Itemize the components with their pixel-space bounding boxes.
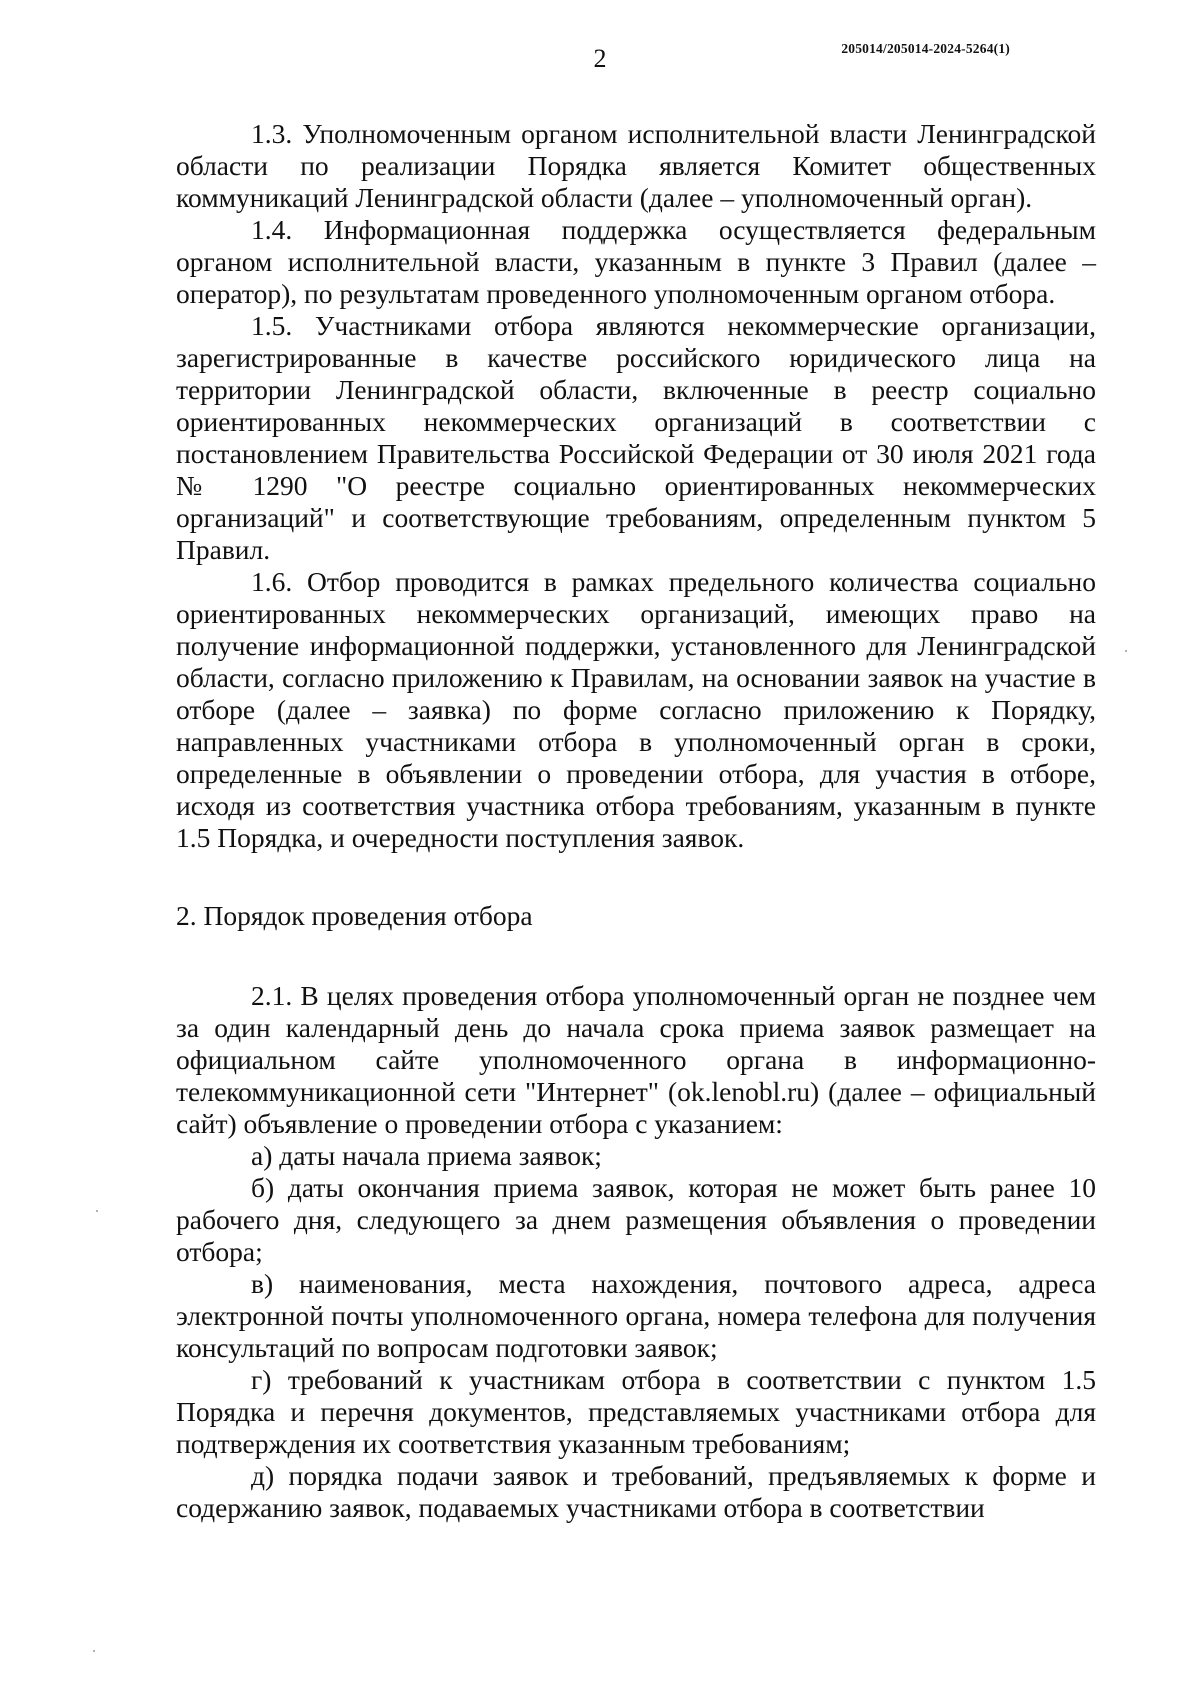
list-item-d: д) порядка подачи заявок и требований, предъявляемых к форме и содержанию заявок, подаваемых участниками отбора в соответствии <box>176 1460 1096 1523</box>
list-item-v: в) наименования, места нахождения, почтового адреса, адреса электронной почты уполномоченного органа, номера телефона для получения консультаций по вопросам подготовки заявок; <box>176 1268 1096 1363</box>
scan-speck <box>96 1210 98 1212</box>
document-id: 205014/205014-2024-5264(1) <box>841 41 1010 56</box>
paragraph-1-3: 1.3. Уполномоченным органом исполнительной власти Ленинградской области по реализации Порядка является Комитет общественных коммуникаций Ленинградской области (далее – уполномоченный орган). <box>176 118 1096 213</box>
scan-speck <box>93 1650 95 1652</box>
list-item-b: б) даты окончания приема заявок, которая не может быть ранее 10 рабочего дня, следующего за днем размещения объявления о проведении отбора; <box>176 1172 1096 1267</box>
scan-speck <box>1125 650 1127 652</box>
paragraph-2-1: 2.1. В целях проведения отбора уполномоченный орган не позднее чем за один календарный день до начала срока приема заявок размещает на официальном сайте уполномоченного органа в информационно-телекоммуникационной сети "Интернет" (ok.lenobl.ru) (далее – официальный сайт) объявление о проведении отбора с указанием: <box>176 980 1096 1139</box>
paragraph-1-5: 1.5. Участниками отбора являются некоммерческие организации, зарегистрированные в качестве российского юридического лица на территории Ленинградской области, включенные в реестр социально ориентированных некоммерческих организаций в соответствии с постановлением Правительства Российской Федерации от 30 июля 2021 года № 1290 "О реестре социально ориентированных некоммерческих организаций" и соответствующие требованиям, определенным пунктом 5 Правил. <box>176 310 1096 565</box>
section-heading: 2. Порядок проведения отбора <box>176 900 533 931</box>
list-item-g: г) требований к участникам отбора в соответствии с пунктом 1.5 Порядка и перечня документов, представляемых участниками отбора для подтверждения их соответствия указанным требованиям; <box>176 1364 1096 1459</box>
paragraph-1-4: 1.4. Информационная поддержка осуществляется федеральным органом исполнительной власти, указанным в пункте 3 Правил (далее – оператор), по результатам проведенного уполномоченным органом отбора. <box>176 214 1096 309</box>
page-number: 2 <box>593 44 607 73</box>
document-body <box>176 118 1096 1524</box>
paragraph-1-6: 1.6. Отбор проводится в рамках предельного количества социально ориентированных некоммерческих организаций, имеющих право на получение информационной поддержки, установленного для Ленинградской области, согласно приложению к Правилам, на основании заявок на участие в отборе (далее – заявка) по форме согласно приложению к Порядку, направленных участниками отбора в уполномоченный орган в сроки, определенные в объявлении о проведении отбора, для участия в отборе, исходя из соответствия участника отбора требованиям, указанным в пункте 1.5 Порядка, и очередности поступления заявок. <box>176 566 1096 853</box>
list-item-a: а) даты начала приема заявок; <box>251 1140 602 1171</box>
